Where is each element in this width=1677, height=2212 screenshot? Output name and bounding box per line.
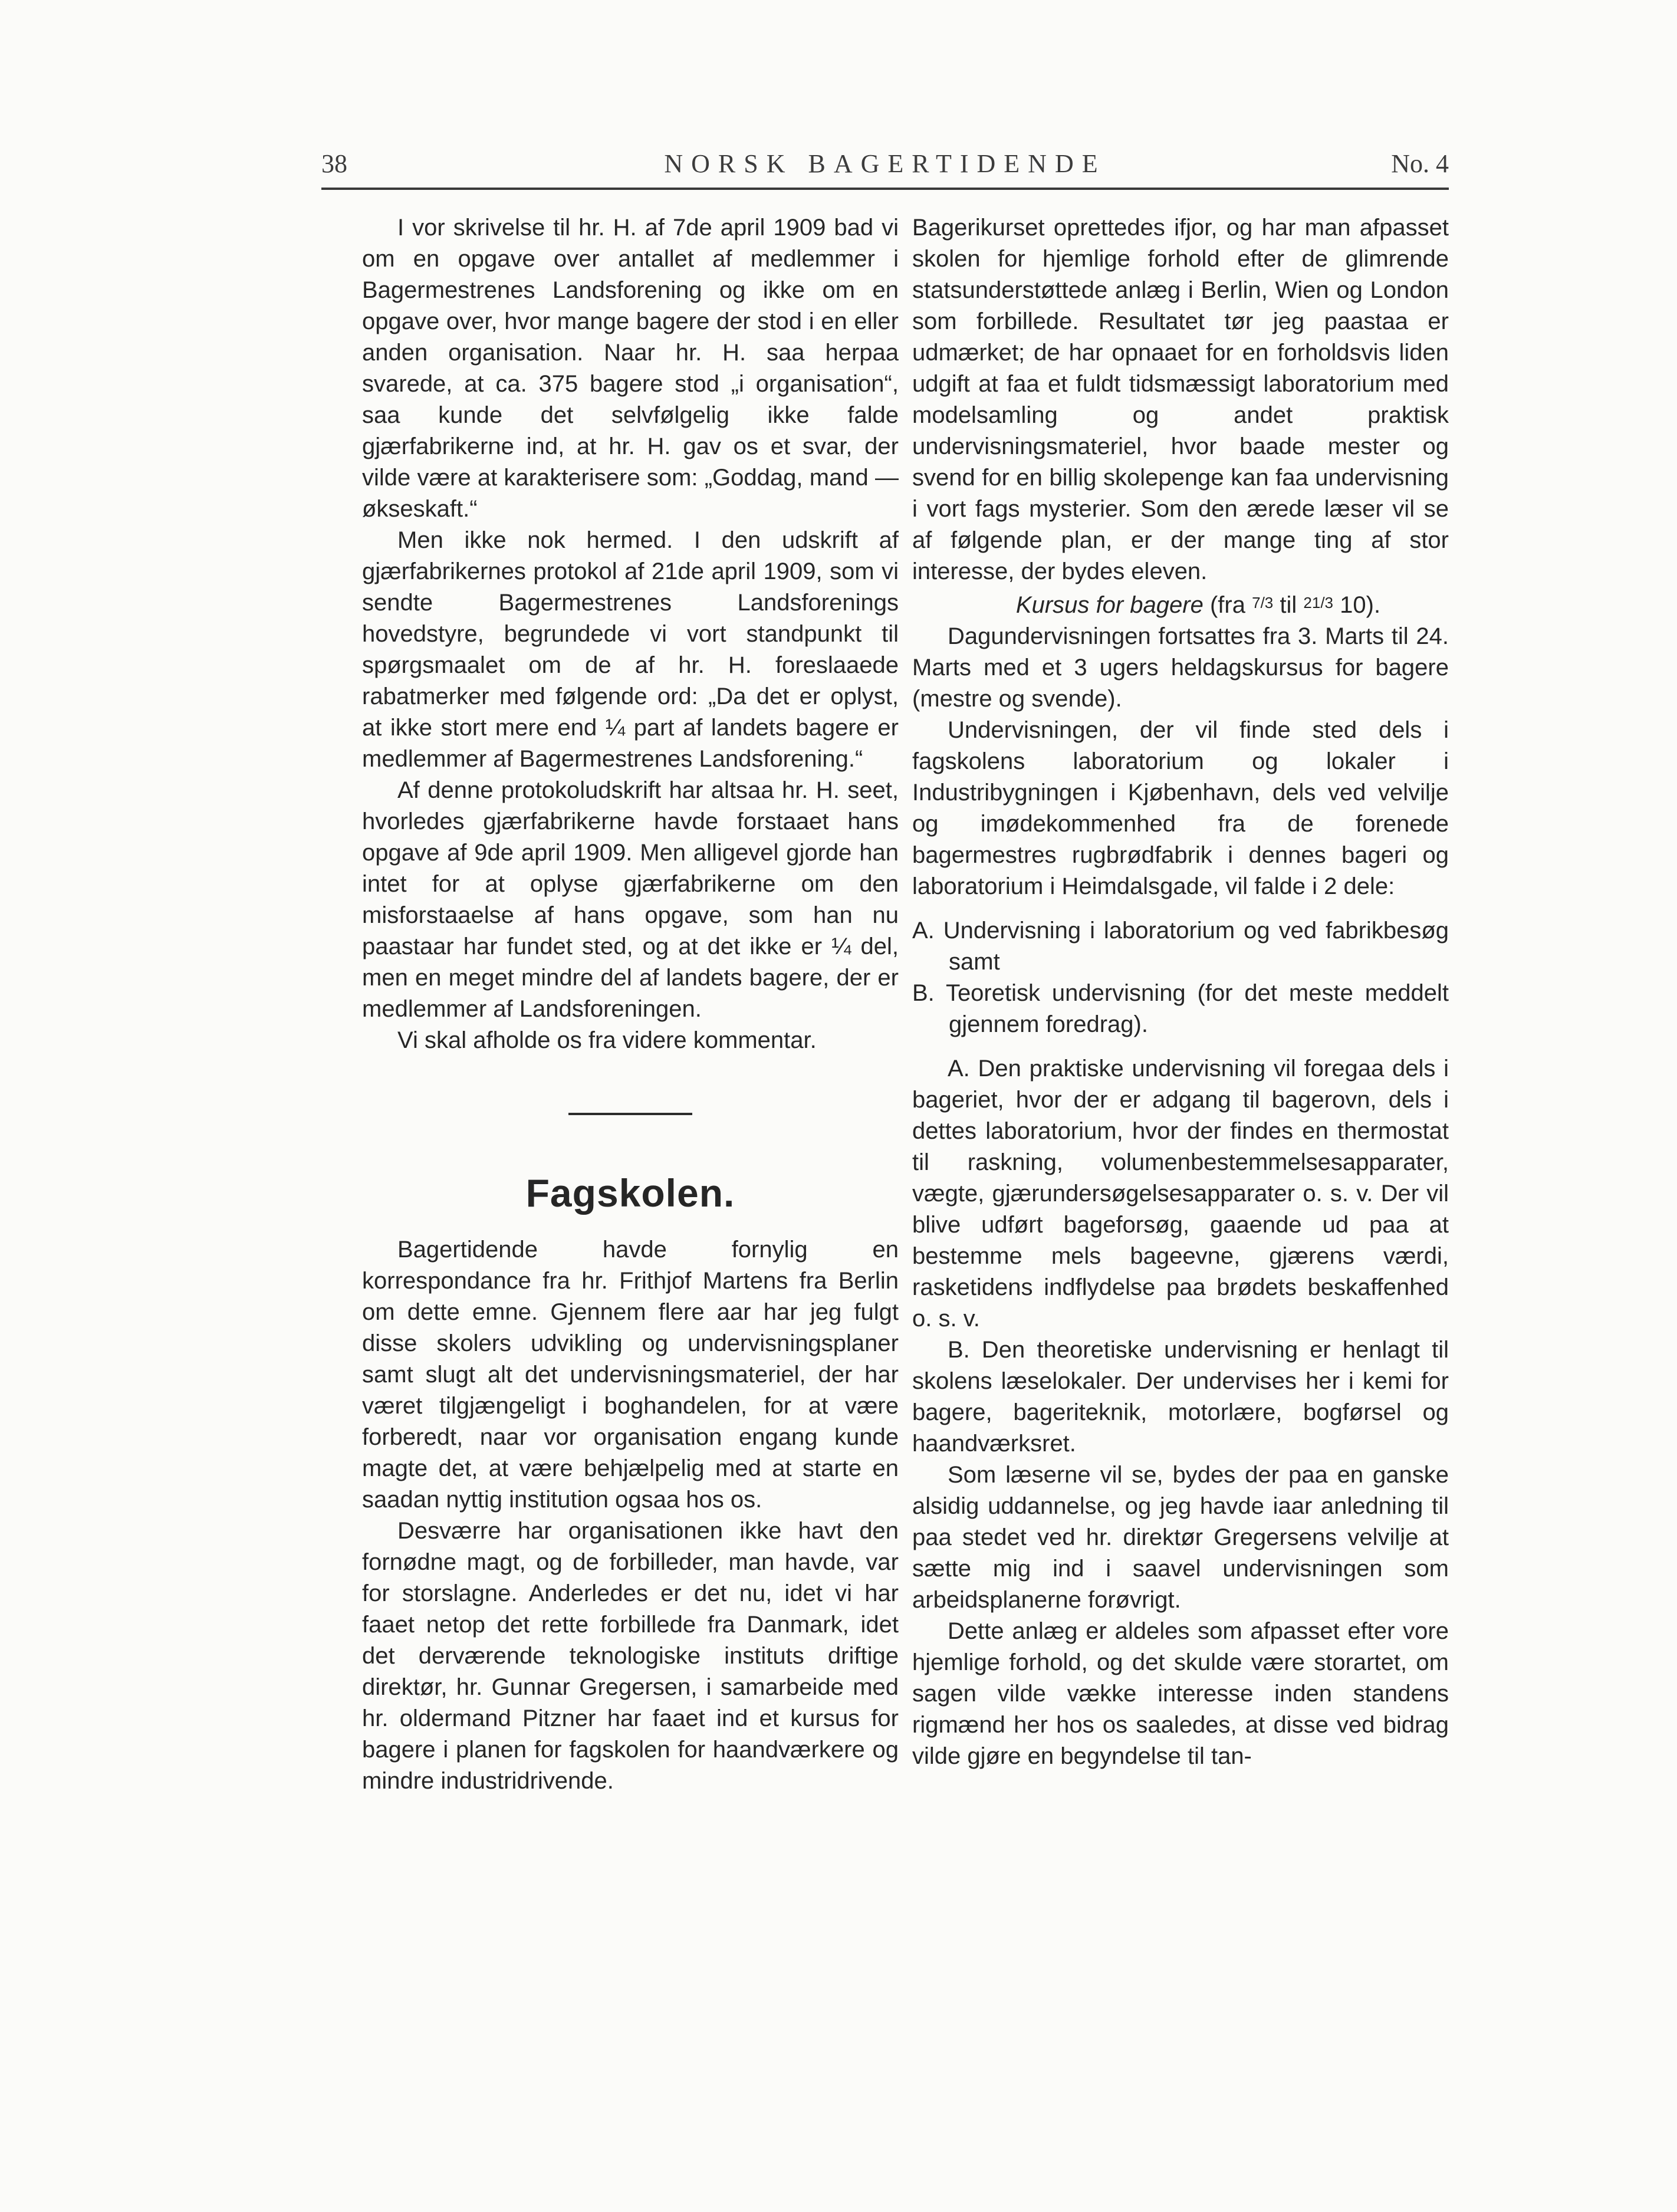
course-end-date: 21/3 [1303, 594, 1334, 612]
header-rule [321, 188, 1449, 190]
paragraph: Desværre har organisationen ikke havt den fornødne magt, og de forbilleder, man havde, var for storslagne. Anderledes er det nu, idet vi har faaet netop det rette forbillede fra Danmark, idet det derværende teknologiske instituts driftige direktør, hr. Gunnar Gregersen, i samarbeide med hr. oldermand Pitzner har faaet ind et kursus for bagere i planen for fagskolen for haandværkere og mindre industridrivende. [362, 1518, 899, 1794]
journal-title: NORSK BAGERTIDENDE [664, 149, 1106, 178]
section-divider [568, 1113, 692, 1115]
course-heading-title: Kursus for bagere [1015, 592, 1204, 618]
list-item: A. Undervisning i laboratorium og ved fabrikbesøg samt [912, 918, 1449, 975]
running-header [321, 149, 1449, 190]
course-heading-end: 10). [1340, 592, 1381, 618]
paragraph: Undervisningen, der vil finde sted dels i fagskolens laboratorium og lokaler i Industribygningen i Kjøbenhavn, dels ved velvilje og imødekommenhed fra de forenede bagermestres rugbrødfabrik i dennes bageri og laboratorium i Heimdalsgade, vil falde i 2 dele: [912, 717, 1449, 899]
issue-number: No. 4 [1391, 149, 1449, 178]
paragraph: Bagerikurset oprettedes ifjor, og har man afpasset skolen for hjemlige forhold efter de glimrende statsunderstøttede anlæg i Berlin, Wien og London som forbillede. Resultatet tør jeg paastaa er udmærket; de har opnaaet for en forholdsvis liden udgift at faa et fuldt tidsmæssigt laboratorium med modelsamling og andet praktisk undervisningsmateriel, hvor baade mester og svend for en billig skolepenge kan faa undervisning i vort fags mysterier. Som den ærede læser vil se af følgende plan, er der mange ting af stor interesse, der bydes eleven. [912, 215, 1449, 584]
right-column [912, 212, 1449, 1772]
paragraph: Dagundervisningen fortsattes fra 3. Marts til 24. Marts med et 3 ugers heldagskursus for bagere (mestre og svende). [912, 623, 1449, 712]
course-heading [912, 587, 1449, 621]
spacer [912, 1040, 1449, 1053]
paragraph: A. Den praktiske undervisning vil foregaa dels i bageriet, hvor der er adgang til bagerovn, dels i dettes laboratorium, hvor der findes en thermostat til raskning, volumenbestemmelsesapparater, vægte, gjærundersøgelsesapparater o. s. v. Der vil blive udført bageforsøg, gaaende ud paa at bestemme mels bageevne, gjærens værdi, rasketidens indflydelse paa brødets beskaffenhed o. s. v. [912, 1056, 1449, 1332]
paragraph: Som læserne vil se, bydes der paa en ganske alsidig uddannelse, og jeg havde iaar anledning til paa stedet ved hr. direktør Gregersens velvilje at sætte mig ind i saavel undervisningen som arbeidsplanerne forøvrigt. [912, 1462, 1449, 1613]
paragraph: I vor skrivelse til hr. H. af 7de april 1909 bad vi om en opgave over antallet af medlemmer i Bagermestrenes Landsforening og ikke om en opgave over, hvor mange bagere der stod i en eller anden organisation. Naar hr. H. saa herpaa svarede, at ca. 375 bagere stod „i organisation“, saa kunde det selvfølgelig ikke falde gjærfabrikerne ind, at hr. H. gav os et svar, der vilde være at karakterisere som: „Goddag, mand — økseskaft.“ [362, 215, 899, 522]
paragraph: Dette anlæg er aldeles som afpasset efter vore hjemlige forhold, og det skulde være storartet, om sagen vilde vække interesse inden standens rigmænd her hos os saaledes, at disse ved bidrag vilde gjøre en begyndelse til tan- [912, 1618, 1449, 1769]
list-item: B. Teoretisk undervisning (for det meste meddelt gjennem foredrag). [912, 980, 1449, 1037]
course-heading-til: til [1280, 592, 1297, 618]
paragraph: Vi skal afholde os fra videre kommentar. [397, 1027, 817, 1053]
paragraph: Af denne protokoludskrift har altsaa hr. H. seet, hvorledes gjærfabrikerne havde forstaaet hans opgave af 9de april 1909. Men alligevel gjorde han intet for at oplyse gjærfabrikerne om den misforstaaelse af hans opgave, som han nu paastaar har fundet sted, og at det ikke er ¼ del, men en meget mindre del af landets bagere, der er medlemmer af Landsforeningen. [362, 777, 899, 1022]
paragraph: Bagertidende havde fornylig en korrespondance fra hr. Frithjof Martens fra Berlin om dette emne. Gjennem flere aar har jeg fulgt disse skolers udvikling og undervisningsplaner samt slugt alt det undervisningsmateriel, der har været tilgjængeligt i boghandelen, for at være forberedt, naar vor organisation engang kunde magte det, at være behjælpelig med at starte en saadan nyttig institution ogsaa hos os. [362, 1237, 899, 1513]
course-start-date: 7/3 [1252, 594, 1274, 612]
left-column [362, 212, 899, 1797]
section-title: Fagskolen. [525, 1171, 735, 1215]
paragraph: Men ikke nok hermed. I den udskrift af gjærfabrikernes protokol af 21de april 1909, som vi sendte Bagermestrenes Landsforenings hovedstyre, begrundede vi vort standpunkt til spørgsmaalet om de af hr. H. foreslaaede rabatmerker med følgende ord: „Da det er oplyst, at ikke stort mere end ¼ part af landets bagere er medlemmer af Bagermestrenes Landsforening.“ [362, 527, 899, 772]
paragraph: B. Den theoretiske undervisning er henlagt til skolens læselokaler. Der undervises her i kemi for bagere, bageriteknik, motorlære, bogførsel og haandværksret. [912, 1337, 1449, 1457]
spacer [912, 902, 1449, 915]
course-heading-from: (fra [1209, 592, 1245, 618]
page-number: 38 [321, 149, 347, 178]
